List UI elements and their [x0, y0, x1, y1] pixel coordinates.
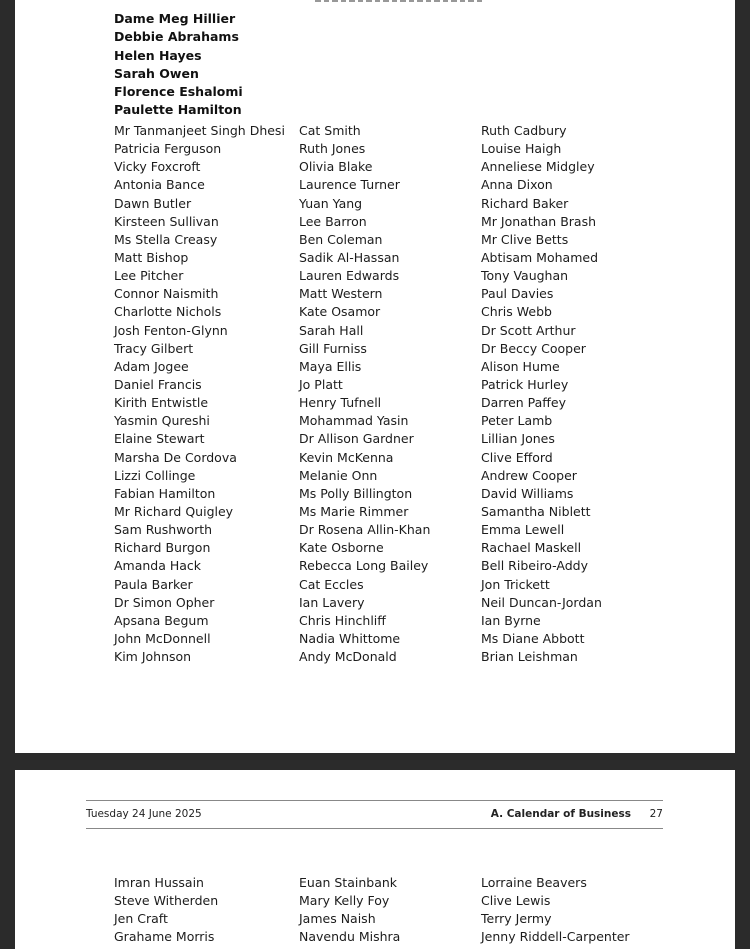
- member-name: Kate Osamor: [299, 304, 381, 320]
- member-name: Tracy Gilbert: [114, 340, 194, 356]
- page-number: 27: [649, 808, 663, 820]
- names-column-2: [299, 122, 430, 666]
- member-name: Clive Lewis: [481, 893, 551, 909]
- member-name: Dawn Butler: [114, 195, 192, 211]
- member-name: Louise Haigh: [481, 141, 562, 157]
- member-name: Brian Leishman: [481, 649, 578, 665]
- member-name: Mr Clive Betts: [481, 231, 569, 247]
- member-name: Matt Western: [299, 286, 383, 302]
- member-name: Patrick Hurley: [481, 376, 569, 392]
- member-name: Ruth Cadbury: [481, 123, 567, 138]
- member-name: Mr Tanmanjeet Singh Dhesi: [114, 123, 285, 138]
- member-name: Sarah Hall: [299, 322, 364, 338]
- member-name: Jon Trickett: [481, 576, 550, 592]
- member-name: Richard Baker: [481, 195, 569, 211]
- names-column-3: [481, 874, 630, 947]
- member-name: Ruth Jones: [299, 141, 366, 157]
- member-name: Anna Dixon: [481, 177, 553, 193]
- member-name: Paula Barker: [114, 576, 193, 592]
- member-name: Rachael Maskell: [481, 540, 582, 556]
- member-name: Melanie Onn: [299, 467, 378, 483]
- member-name: Elaine Stewart: [114, 431, 205, 447]
- lead-name: Debbie Abrahams: [114, 29, 239, 45]
- member-name: Richard Burgon: [114, 540, 211, 556]
- member-name: Henry Tufnell: [299, 395, 382, 411]
- member-name: Gill Furniss: [299, 340, 367, 356]
- member-name: Alison Hume: [481, 358, 560, 374]
- member-name: Lauren Edwards: [299, 268, 400, 284]
- member-name: Vicky Foxcroft: [114, 159, 201, 175]
- member-name: Cat Smith: [299, 123, 361, 138]
- member-name: Josh Fenton-Glynn: [114, 322, 228, 338]
- header-section-title: A. Calendar of Business: [490, 808, 631, 820]
- member-name: Dr Rosena Allin-Khan: [299, 522, 431, 538]
- member-name: Rebecca Long Bailey: [299, 558, 429, 574]
- lead-name: Dame Meg Hillier: [114, 11, 236, 26]
- member-name: Antonia Bance: [114, 177, 205, 193]
- member-name: Bell Ribeiro-Addy: [481, 558, 589, 574]
- member-name: Dr Simon Opher: [114, 594, 215, 610]
- member-name: Terry Jermy: [481, 911, 552, 927]
- member-name: Dr Beccy Cooper: [481, 340, 586, 356]
- member-name: Abtisam Mohamed: [481, 249, 598, 265]
- member-name: Kim Johnson: [114, 649, 192, 665]
- member-name: Paul Davies: [481, 286, 554, 302]
- member-name: Emma Lewell: [481, 522, 565, 538]
- member-name: Ms Polly Billington: [299, 485, 413, 501]
- member-name: Maya Ellis: [299, 358, 362, 374]
- member-name: Marsha De Cordova: [114, 449, 237, 465]
- names-column-1: [114, 874, 218, 947]
- member-name: Ms Stella Creasy: [114, 231, 218, 247]
- member-name: Mohammad Yasin: [299, 413, 409, 429]
- member-name: Connor Naismith: [114, 286, 219, 302]
- member-name: Daniel Francis: [114, 376, 202, 392]
- member-name: Lee Barron: [299, 213, 367, 229]
- member-name: Navendu Mishra: [299, 929, 401, 945]
- document-page-2: [15, 770, 735, 949]
- lead-names-list: [114, 10, 243, 120]
- cropped-text-line: [315, 0, 485, 3]
- member-name: Tony Vaughan: [481, 268, 569, 284]
- member-name: Kirith Entwistle: [114, 395, 209, 411]
- lead-name: Sarah Owen: [114, 65, 199, 81]
- member-name: Sadik Al-Hassan: [299, 249, 400, 265]
- member-name: Darren Paffey: [481, 395, 566, 411]
- member-name: John McDonnell: [114, 630, 211, 646]
- member-name: Jen Craft: [114, 911, 168, 927]
- member-name: Dr Scott Arthur: [481, 322, 576, 338]
- names-column-2: [299, 874, 400, 947]
- member-name: Kate Osborne: [299, 540, 384, 556]
- member-name: Ben Coleman: [299, 231, 383, 247]
- member-name: Olivia Blake: [299, 159, 373, 175]
- member-name: Ian Byrne: [481, 612, 541, 628]
- member-name: Ms Diane Abbott: [481, 630, 585, 646]
- member-name: Peter Lamb: [481, 413, 553, 429]
- member-name: Euan Stainbank: [299, 875, 398, 890]
- member-name: Charlotte Nichols: [114, 304, 222, 320]
- member-name: Apsana Begum: [114, 612, 209, 628]
- member-name: James Naish: [299, 911, 376, 927]
- member-name: Jo Platt: [299, 376, 343, 392]
- member-name: Nadia Whittome: [299, 630, 401, 646]
- member-name: Steve Witherden: [114, 893, 219, 909]
- member-name: Patricia Ferguson: [114, 141, 222, 157]
- member-name: Matt Bishop: [114, 249, 189, 265]
- member-name: Kevin McKenna: [299, 449, 394, 465]
- member-name: Fabian Hamilton: [114, 485, 216, 501]
- member-name: Anneliese Midgley: [481, 159, 595, 175]
- member-name: Ian Lavery: [299, 594, 365, 610]
- member-name: David Williams: [481, 485, 574, 501]
- lead-name: Helen Hayes: [114, 47, 202, 63]
- member-name: Imran Hussain: [114, 875, 204, 890]
- member-name: Samantha Niblett: [481, 503, 591, 519]
- member-name: Amanda Hack: [114, 558, 202, 574]
- member-name: Laurence Turner: [299, 177, 400, 193]
- member-name: Lorraine Beavers: [481, 875, 587, 890]
- member-name: Clive Efford: [481, 449, 553, 465]
- names-column-3: [481, 122, 602, 666]
- member-name: Andy McDonald: [299, 649, 397, 665]
- member-name: Chris Webb: [481, 304, 552, 320]
- member-name: Mr Jonathan Brash: [481, 213, 597, 229]
- member-name: Lee Pitcher: [114, 268, 184, 284]
- lead-name: Florence Eshalomi: [114, 84, 243, 100]
- member-name: Adam Jogee: [114, 358, 189, 374]
- member-name: Yasmin Qureshi: [114, 413, 210, 429]
- member-name: Dr Allison Gardner: [299, 431, 414, 447]
- member-name: Neil Duncan-Jordan: [481, 594, 602, 610]
- member-name: Mr Richard Quigley: [114, 503, 234, 519]
- member-name: Lillian Jones: [481, 431, 555, 447]
- member-name: Ms Marie Rimmer: [299, 503, 409, 519]
- member-name: Sam Rushworth: [114, 522, 213, 538]
- lead-name: Paulette Hamilton: [114, 102, 242, 118]
- member-name: Andrew Cooper: [481, 467, 577, 483]
- document-page-1: [15, 0, 735, 753]
- member-name: Yuan Yang: [299, 195, 363, 211]
- names-column-1: [114, 122, 285, 666]
- member-name: Chris Hinchliff: [299, 612, 386, 628]
- member-name: Cat Eccles: [299, 576, 364, 592]
- page-header: [86, 800, 663, 829]
- member-name: Lizzi Collinge: [114, 467, 196, 483]
- member-name: Grahame Morris: [114, 929, 215, 945]
- header-date: Tuesday 24 June 2025: [86, 808, 202, 820]
- member-name: Mary Kelly Foy: [299, 893, 390, 909]
- member-name: Kirsteen Sullivan: [114, 213, 219, 229]
- member-name: Jenny Riddell-Carpenter: [481, 929, 630, 945]
